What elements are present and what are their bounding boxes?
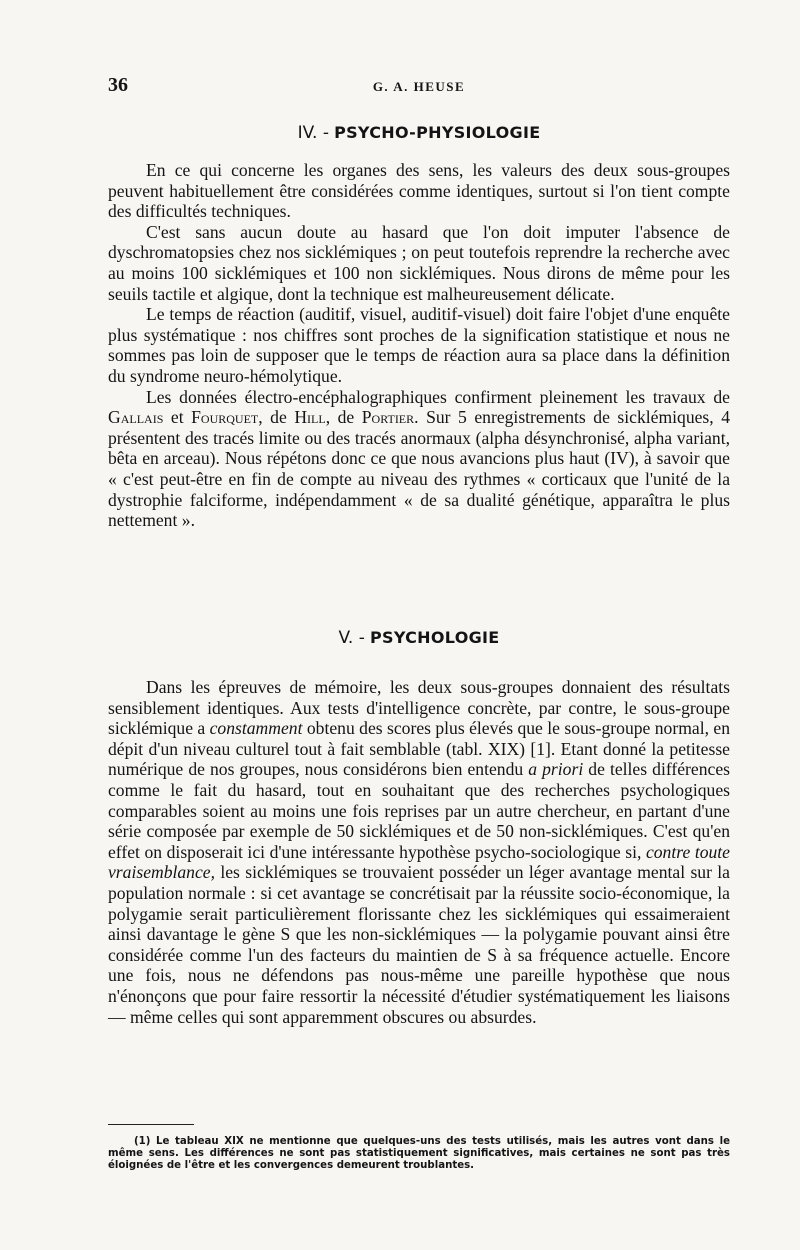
- section-number: IV. -: [297, 123, 329, 143]
- emphasis: constamment: [209, 718, 303, 739]
- author-name: Portier: [361, 407, 415, 428]
- paragraph: En ce qui concerne les organes des sens, les valeurs des deux sous-groupes peuvent habituellement être considérées comme identiques, surtout si l'on tient compte des difficultés techniques.: [108, 160, 730, 222]
- section-title: PSYCHO-PHYSIOLOGIE: [334, 123, 541, 142]
- emphasis: contre toute vraisemblance,: [108, 841, 730, 883]
- section-body-psycho-physiologie: [108, 160, 730, 531]
- author-name: Gallais: [108, 407, 164, 428]
- paragraph: Le temps de réaction (auditif, visuel, auditif-visuel) doit faire l'objet d'une enquête plus systématique : nos chiffres sont proches de la signification statistique et nous ne sommes pas loin de supposer que le temps de réaction aura sa place dans la définition du syndrome neuro-hémolytique.: [108, 304, 730, 386]
- emphasis: a priori: [528, 759, 584, 780]
- author-name: Fourquet: [191, 407, 259, 428]
- section-body-psychologie: [108, 677, 730, 1027]
- running-header: [108, 74, 730, 102]
- paragraph: C'est sans aucun doute au hasard que l'on doit imputer l'absence de dyschromatopsies chez nos sicklémiques ; on peut toutefois reprendre la recherche avec au moins 100 sicklémiques et 100 non sicklémiques. Nous dirons de même pour les seuils tactile et algique, dont la technique est malheureusement délicate.: [108, 221, 730, 304]
- section-title: PSYCHOLOGIE: [369, 628, 500, 647]
- author-name: Hill: [294, 407, 326, 428]
- paragraph: Les données électro-encéphalographiques confirment pleinement les travaux de Gallais et Fourquet, de Hill, de Portier. Sur 5 enregistrements de sicklémiques, 4 présentent des tracés limite ou des tracés anormaux (alpha désynchronisé, alpha variant, bêta en arceau). Nous répétons donc ce que nous avancions plus haut (IV), à savoir que « c'est peut-être en fin de compte au niveau des rythmes « corticaux que l'unité de la dystrophie falciforme, indépendamment « de sa dualité génétique, apparaîtra le plus nettement ».: [108, 386, 730, 531]
- section-heading-psychologie: [108, 628, 730, 648]
- paragraph: Dans les épreuves de mémoire, les deux sous-groupes donnaient des résultats sensiblement identiques. Aux tests d'intelligence concrète, par contre, le sous-groupe sicklémique a constamment obtenu des scores plus élevés que le sous-groupe normal, en dépit d'un niveau culturel tout à fait semblable (tabl. XIX) [1]. Etant donné la petitesse numérique de nos groupes, nous considérons bien entendu a priori de telles différences comme le fait du hasard, tout en souhaitant que des recherches psychologiques comparables soient au moins une fois reprises par un autre chercheur, en partant d'une série composée par exemple de 50 sicklémiques et de 50 non-sicklémiques. C'est qu'en effet on disposerait ici d'une intéressante hypothèse psycho-sociologique si, contre toute vraisemblance, les sicklémiques se trouvaient posséder un léger avantage mental sur la population normale : si cet avantage se concrétisait par la réussite socio-économique, la polygamie serait particulièrement florissante chez les sicklémiques qui essaimeraient ainsi davantage le gène S que les non-sicklémiques — la polygamie pouvant ainsi être considérée comme l'un des facteurs du maintien de S à sa fréquence actuelle. Encore une fois, nous ne défendons pas nous-même une pareille hypothèse que nous n'énonçons que pour faire ressortir la nécessité d'étudier systématiquement les liaisons — même celles qui sont apparemment obscures ou absurdes.: [108, 677, 730, 1027]
- footnote-rule: [108, 1124, 194, 1125]
- section-heading-psycho-physiologie: [108, 123, 730, 143]
- running-author: G. A. HEUSE: [372, 79, 466, 94]
- footnote: (1) Le tableau XIX ne mentionne que quelques-uns des tests utilisés, mais les autres vont dans le même sens. Les différences ne sont pas statistiquement significatives, mais certaines ne sont pas très éloignées de l'être et les convergences demeurent troublantes.: [108, 1136, 730, 1171]
- section-number: V. -: [338, 628, 365, 648]
- page-number: 36: [108, 74, 128, 96]
